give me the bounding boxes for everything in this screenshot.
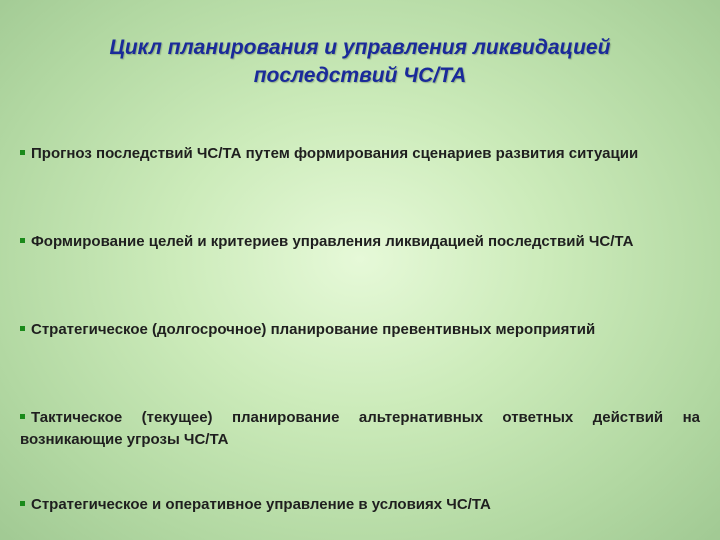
bullet-item-strategic-planning bbox=[20, 319, 700, 341]
slide-title-line-2: последствий ЧС/ТА bbox=[253, 64, 467, 87]
slide-title-line-1: Цикл планирования и управления ликвидацией bbox=[109, 36, 611, 59]
square-bullet-icon bbox=[20, 414, 25, 419]
bullet-text: Тактическое (текущее) планирование альтернативных ответных действий на возникающие угрозы ЧС/ТА bbox=[20, 409, 700, 448]
bullet-text: Стратегическое и оперативное управление в условиях ЧС/ТА bbox=[31, 496, 491, 513]
slide-title bbox=[20, 34, 700, 90]
bullet-item-tactical-planning bbox=[20, 407, 700, 451]
bullet-text: Стратегическое (долгосрочное) планирование превентивных мероприятий bbox=[31, 321, 596, 338]
square-bullet-icon bbox=[20, 326, 25, 331]
bullet-item-forecast bbox=[20, 143, 700, 165]
bullet-text: Формирование целей и критериев управления ликвидацией последствий ЧС/ТА bbox=[31, 233, 634, 250]
bullet-item-management bbox=[20, 494, 700, 516]
square-bullet-icon bbox=[20, 501, 25, 506]
bullet-item-goals bbox=[20, 231, 700, 253]
square-bullet-icon bbox=[20, 238, 25, 243]
square-bullet-icon bbox=[20, 150, 25, 155]
bullet-text: Прогноз последствий ЧС/ТА путем формирования сценариев развития ситуации bbox=[31, 145, 639, 162]
